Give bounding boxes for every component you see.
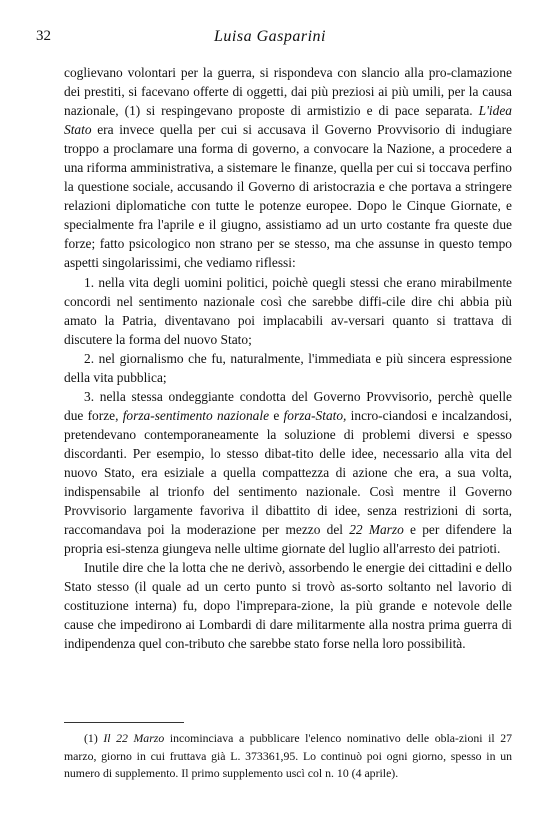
text-run: coglievano volontari per la guerra, si rispondeva con slancio alla pro-clamazione dei prestiti, si facevano offerte di oggetti, dai più preziosi ai più umili, per la causa nazionale, (1) si respingevano proposte di armistizio e di pace separata. <box>64 65 512 119</box>
footnote-text <box>64 730 512 783</box>
italic-text: forza-Stato, <box>283 407 347 423</box>
footnote-separator <box>64 722 184 723</box>
main-text <box>64 63 512 653</box>
footnote-marker: (1) <box>84 731 98 745</box>
italic-text: Il 22 Marzo <box>103 731 165 745</box>
text-run: incominciava a pubblicare l'elenco nominativo delle obla-zioni il 27 marzo, giorno in cui fruttava già L. 373361,95. Lo continuò poi ogni giorno, spesso in un numero di supplemento. Il primo supplemento uscì col n. 10 (4 aprile). <box>64 731 513 780</box>
paragraph: Inutile dire che la lotta che ne derivò, assorbendo le energie dei cittadini e dello Stato stesso (il quale ad un certo punto si trovò as-sorto soltanto nel lavorio di costituzione interna) fu, dopo l'imprepara-zione, la più grande e notevole delle cause che impedirono ai Lombardi di dare militarmente alla nostra prima guerra di indipendenza quel con-tributo che sarebbe stato forse nella loro possibilità. <box>64 560 512 652</box>
italic-text: 22 Marzo <box>349 522 404 538</box>
paragraph <box>64 63 512 273</box>
page-number: 32 <box>36 28 51 44</box>
footnote <box>64 730 512 783</box>
paragraph <box>64 387 512 558</box>
paragraph: 2. nel giornalismo che fu, naturalmente, l'immediata e più sincera espressione della vita pubblica; <box>64 350 512 385</box>
italic-text: forza-sentimento nazionale <box>122 407 270 423</box>
text-run: 3. nella stessa ondeggiante condotta del Governo Provvisorio, perchè quelle due forze, <box>64 388 512 423</box>
text-run: e per difendere la propria esi-stenza giungeva nelle ultime giornate del luglio all'arresto dei patrioti. <box>64 522 512 557</box>
text-run: e <box>273 407 280 423</box>
italic-text: L'idea Stato <box>64 103 512 138</box>
text-run: era invece quella per cui si accusava il Governo Provvisorio di indugiare troppo a proclamare una forma di governo, a convocare la Nazione, a procedere a una riforma amministrativa, a sistemare le finanze, quella per cui si toccava perfino la questione sociale, accusando il Governo di aristocrazia e che portava a stringere relazioni diplomatiche con tutte le potenze europee. Dopo le Cinque Giornate, e specialmente fra l'aprile e il giugno, assistiamo ad un urto costante fra queste due forze; fatto psicologico non strano per se stesso, ma che assunse in questo tempo aspetti singolarissimi, che vediamo riflessi: <box>64 122 512 271</box>
paragraph: 1. nella vita degli uomini politici, poichè quegli stessi che erano mirabilmente concordi nel sentimento nazionale così che sarebbe diffi-cile dire chi abbia più amato la Patria, diventavano poi implacabili av-versari quanto si trattava di discutere la forma del nuovo Stato; <box>64 274 512 347</box>
page-header <box>36 28 504 52</box>
running-title: Luisa Gasparini <box>214 28 326 45</box>
text-run: incro-ciandosi e incalzandosi, pretendevano contemporaneamente la soluzione di problemi diversi e spesso discordanti. Per esempio, lo stesso dibat-tito delle idee, necessario alla vita del nuovo Stato, era esiziale a quella compattezza di azione che era, a sua volta, indispensabile al trionfo del sentimento nazionale. Così mentre il Governo Provvisorio largamente favoriva il dibattito di idee, senza restrizioni di sorta, raccomandava poi la moderazione per mezzo del <box>64 407 512 538</box>
